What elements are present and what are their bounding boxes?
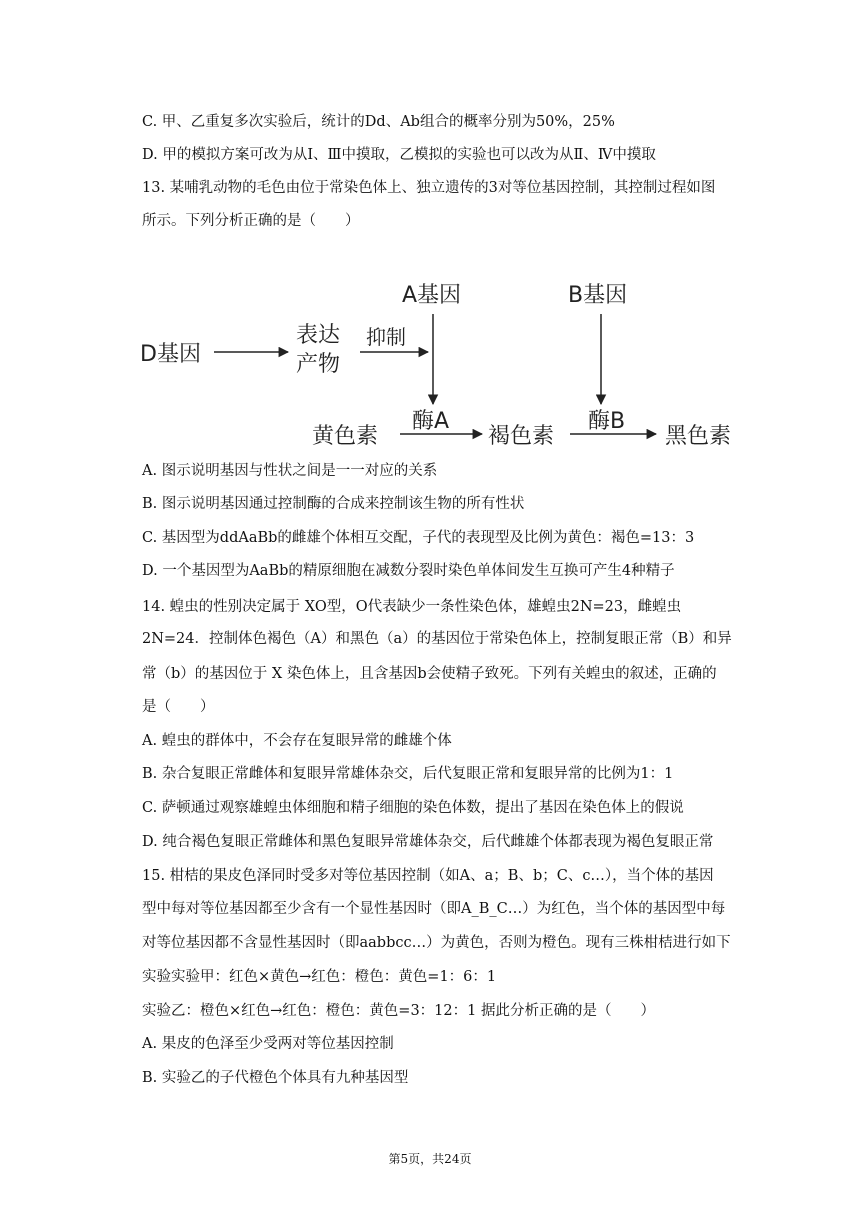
question-line: 对等位基因都不含显性基因时（即aabbcc…）为黄色，否则为橙色。现有三株柑桔进行如下 <box>142 935 731 951</box>
a-gene-label: A基因 <box>402 283 462 308</box>
page-footer: 第5页，共24页 <box>388 1152 472 1166</box>
option-line: B. 杂合复眼正常雌体和复眼异常雄体杂交，后代复眼正常和复眼异常的比例为1：1 <box>142 766 674 782</box>
b-gene-label: B基因 <box>568 283 628 308</box>
product-label-line2: 产物 <box>296 352 341 377</box>
option-line: C. 萨顿通过观察雄蝗虫体细胞和精子细胞的染色体数，提出了基因在染色体上的假说 <box>142 800 684 816</box>
question-line: 型中每对等位基因都至少含有一个显性基因时（即A_B_C…）为红色，当个体的基因型中每 <box>142 901 726 917</box>
question-line: 实验乙：橙色×红色→红色：橙色：黄色=3：12：1 据此分析正确的是（ ） <box>142 1003 655 1019</box>
option-line: D. 纯合褐色复眼正常雌体和黑色复眼异常雄体杂交，后代雌雄个体都表现为褐色复眼正常 <box>142 834 714 850</box>
question-line: 13. 某哺乳动物的毛色由位于常染色体上、独立遗传的3对等位基因控制，其控制过程如图 <box>142 180 716 196</box>
question-line: 2N=24．控制体色褐色（A）和黑色（a）的基因位于常染色体上，控制复眼正常（B）和异 <box>142 631 732 647</box>
question-line: 14. 蝗虫的性别决定属于 XO型，O代表缺少一条性染色体，雄蝗虫2N=23，雌蝗虫 <box>142 599 682 615</box>
inhibit-label: 抑制 <box>366 325 406 349</box>
option-line: B. 图示说明基因通过控制酶的合成来控制该生物的所有性状 <box>142 496 525 512</box>
enzyme-a-label: 酶A <box>412 409 450 434</box>
question-line: 实验实验甲：红色×黄色→红色：橙色：黄色=1：6：1 <box>142 969 497 985</box>
enzyme-b-label: 酶B <box>588 409 626 434</box>
option-line: C. 基因型为ddAaBb的雌雄个体相互交配，子代的表现型及比例为黄色：褐色=13：3 <box>142 530 695 546</box>
option-line: A. 蝗虫的群体中，不会存在复眼异常的雌雄个体 <box>142 733 452 749</box>
product-label-line1: 表达 <box>296 323 341 348</box>
option-line: B. 实验乙的子代橙色个体具有九种基因型 <box>142 1070 409 1086</box>
option-line: A. 果皮的色泽至少受两对等位基因控制 <box>142 1036 394 1052</box>
d-gene-label: D基因 <box>140 342 201 367</box>
black-pigment-label: 黑色素 <box>665 424 732 449</box>
question-line: C. 甲、乙重复多次实验后，统计的Dd、Ab组合的概率分别为50%，25% <box>142 114 615 130</box>
gene-pathway-diagram <box>130 270 770 460</box>
option-line: D. 一个基因型为AaBb的精原细胞在减数分裂时染色单体间发生互换可产生4种精子 <box>142 563 675 579</box>
question-line: 所示。下列分析正确的是（ ） <box>142 213 360 229</box>
question-line: 是（ ） <box>142 699 215 715</box>
option-line: A. 图示说明基因与性状之间是一一对应的关系 <box>142 463 438 479</box>
brown-pigment-label: 褐色素 <box>488 424 555 449</box>
yellow-pigment-label: 黄色素 <box>312 424 379 449</box>
question-line: 15. 柑桔的果皮色泽同时受多对等位基因控制（如A、a；B、b；C、c…），当个体的基因 <box>142 868 714 884</box>
question-line: 常（b）的基因位于 X 染色体上，且含基因b会使精子致死。下列有关蝗虫的叙述，正确的 <box>142 666 717 682</box>
question-line: D. 甲的模拟方案可改为从Ⅰ、Ⅲ中摸取，乙模拟的实验也可以改为从Ⅱ、Ⅳ中摸取 <box>142 147 656 163</box>
